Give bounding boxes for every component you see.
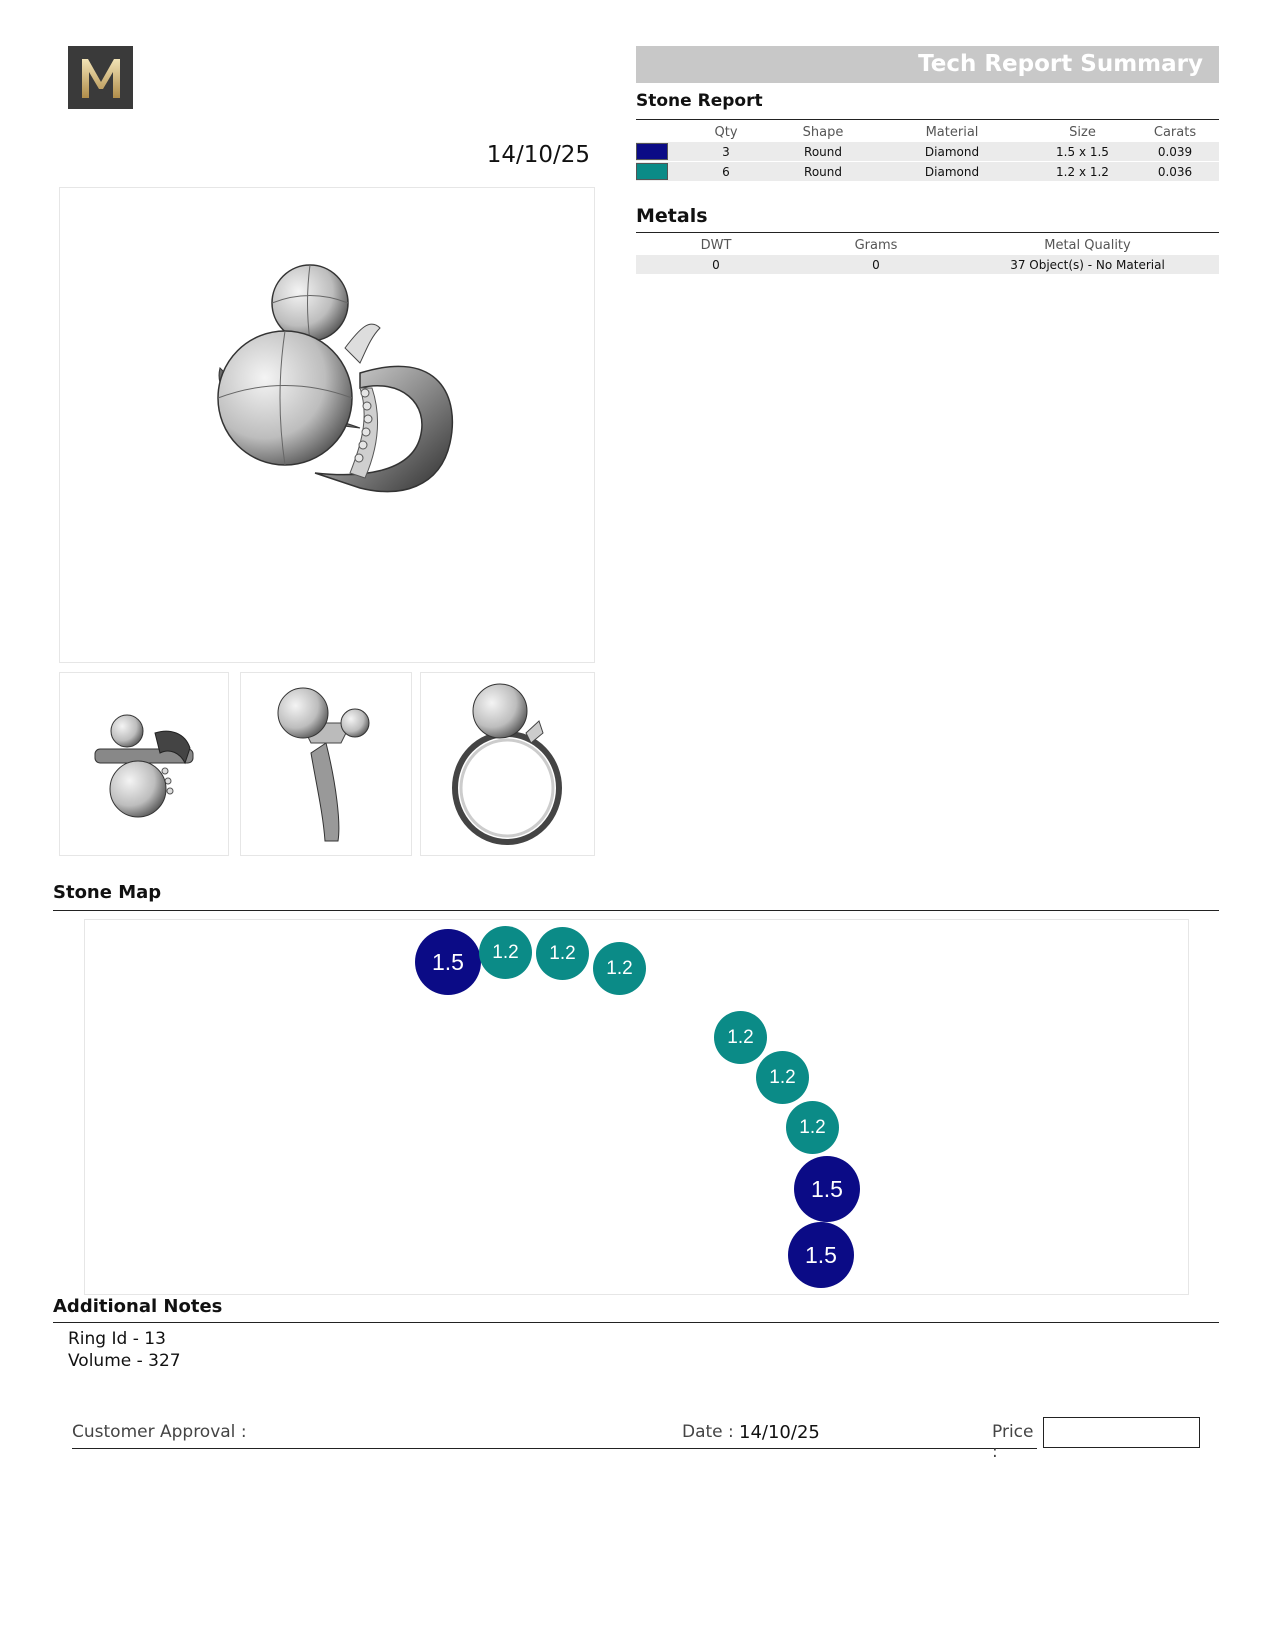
approval-date-value: 14/10/25 [739, 1422, 820, 1443]
report-header-bar [636, 46, 1219, 83]
stone-map-divider [53, 910, 1219, 911]
swatch-header [636, 122, 676, 142]
approval-date-label: Date : [682, 1422, 734, 1442]
stone-marker: 1.5 [794, 1156, 860, 1222]
size-cell: 1.5 x 1.5 [1034, 142, 1131, 162]
metals-header-row [636, 235, 1219, 255]
color-swatch-small-stone [636, 163, 668, 180]
metals-table [636, 235, 1219, 274]
stone-report-divider [636, 119, 1219, 120]
stone-marker: 1.5 [788, 1222, 854, 1288]
carats-cell: 0.036 [1131, 162, 1219, 182]
stone-marker: 1.2 [479, 926, 532, 979]
customer-approval-label: Customer Approval : [72, 1422, 247, 1442]
thumbnail-side-view [240, 672, 412, 856]
stone-report-header-row [636, 122, 1219, 142]
table-row [636, 255, 1219, 274]
company-logo [68, 46, 133, 109]
stone-report-table [636, 122, 1219, 181]
stone-marker: 1.5 [415, 929, 481, 995]
carats-cell: 0.039 [1131, 142, 1219, 162]
shape-cell: Round [776, 162, 870, 182]
metal-quality-cell: 37 Object(s) - No Material [956, 255, 1219, 274]
additional-notes-divider [53, 1322, 1219, 1323]
color-swatch-large-stone [636, 143, 668, 160]
stone-marker: 1.2 [714, 1011, 767, 1064]
stone-marker: 1.2 [756, 1051, 809, 1104]
shape-cell: Round [776, 142, 870, 162]
metals-title: Metals [636, 205, 708, 227]
size-cell: 1.2 x 1.2 [1034, 162, 1131, 182]
metal-quality-header: Metal Quality [1044, 237, 1131, 253]
stone-marker: 1.2 [786, 1101, 839, 1154]
metals-divider [636, 232, 1219, 233]
main-ring-render [59, 187, 595, 663]
grams-cell: 0 [796, 255, 956, 274]
table-row [636, 162, 1219, 182]
stone-map-title: Stone Map [53, 882, 162, 903]
material-header: Material [925, 124, 979, 140]
carats-header: Carats [1153, 124, 1197, 140]
shape-header: Shape [802, 124, 844, 140]
thumbnail-front-view [420, 672, 595, 856]
table-row [636, 142, 1219, 162]
dwt-cell: 0 [636, 255, 796, 274]
qty-header: Qty [714, 124, 738, 140]
qty-cell: 6 [676, 162, 776, 182]
material-cell: Diamond [870, 142, 1034, 162]
thumbnail-top-view [59, 672, 229, 856]
dwt-header: DWT [700, 237, 732, 253]
price-field[interactable] [1043, 1417, 1200, 1448]
note-line: Ring Id - 13 [68, 1329, 166, 1349]
stone-report-title: Stone Report [636, 91, 763, 111]
report-date: 14/10/25 [486, 142, 590, 168]
additional-notes [68, 1328, 181, 1372]
note-line: Volume - 327 [68, 1351, 181, 1371]
logo-m-icon [78, 56, 124, 100]
report-title: Tech Report Summary [918, 51, 1203, 77]
stone-map [84, 919, 1189, 1295]
price-label: Price : [992, 1422, 1034, 1462]
qty-cell: 3 [676, 142, 776, 162]
stone-marker: 1.2 [593, 942, 646, 995]
grams-header: Grams [854, 237, 898, 253]
material-cell: Diamond [870, 162, 1034, 182]
approval-row [72, 1418, 1037, 1462]
size-header: Size [1069, 124, 1096, 140]
additional-notes-title: Additional Notes [53, 1296, 223, 1317]
stone-marker: 1.2 [536, 927, 589, 980]
